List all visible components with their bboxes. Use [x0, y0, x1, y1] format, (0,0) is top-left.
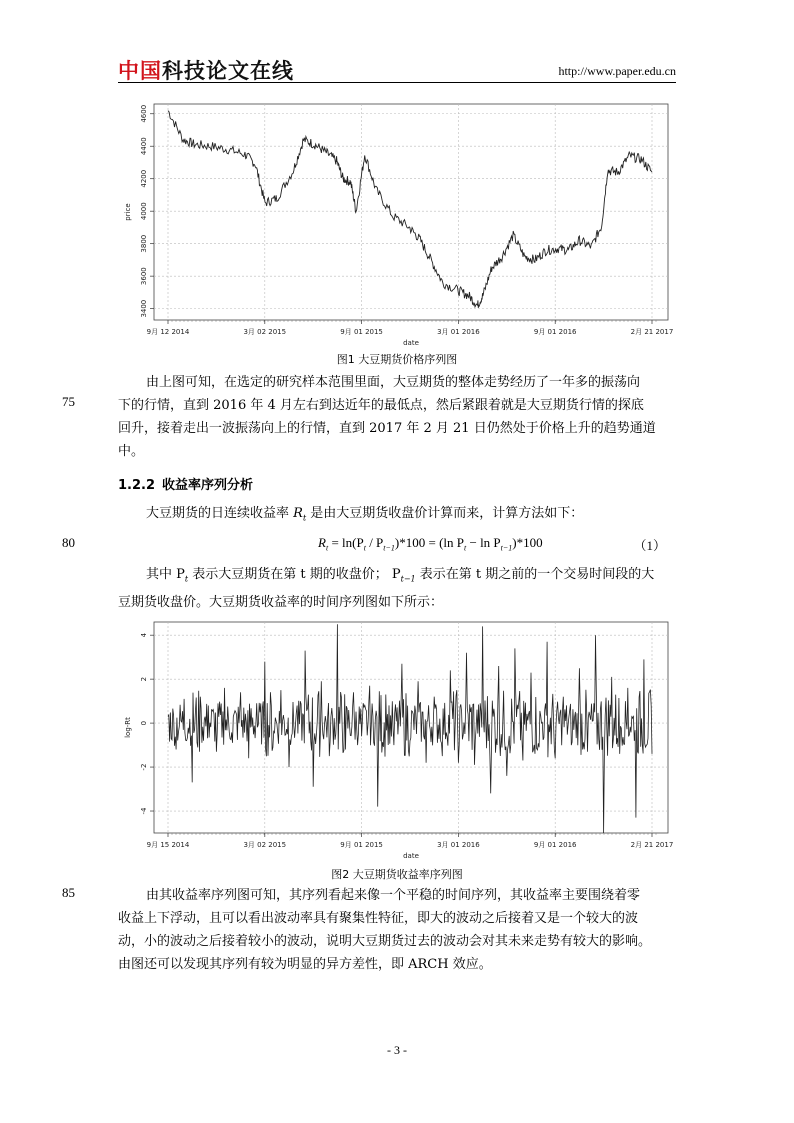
logo-red-part: 中国: [118, 59, 162, 83]
equation-number: （1）: [633, 538, 666, 553]
price-chart: [118, 100, 678, 350]
x-tick-label: 9月 01 2016: [533, 841, 577, 849]
y-tick-label: 4600: [140, 104, 148, 123]
y-tick-label: 3600: [140, 267, 148, 286]
y-tick-label: 2: [140, 676, 148, 682]
x-tick-label: 9月 12 2014: [146, 328, 190, 336]
logo-black-part: 科技论文在线: [162, 59, 294, 83]
page-number: - 3 -: [387, 1043, 407, 1057]
figure-1: [118, 100, 678, 354]
x-tick-label: 2月 21 2017: [630, 328, 674, 336]
x-tick-label: 3月 01 2016: [437, 841, 480, 849]
return-chart: [118, 618, 678, 863]
paragraph-4: 由其收益率序列图可知，其序列看起来像一个平稳的时间序列，其收益率主要围绕着零 收益上下浮动，且可以看出波动率具有聚集性特征，即大的波动之后接着又是一个较大的波 动，小的波动之后接着较小的波动，说明大豆期货过去的波动会对其未来走势有较大的影响。 由图还可以发现其序列有较为明显的异方差性，即 ARCH 效应。: [118, 888, 652, 972]
figure-2-caption: 图2 大豆期货收益率序列图: [331, 868, 463, 881]
x-axis-label: date: [403, 339, 419, 347]
line-number: 80: [62, 535, 75, 550]
y-tick-label: -2: [140, 763, 148, 771]
y-tick-label: 0: [140, 720, 148, 726]
paragraph-1: [118, 371, 676, 463]
y-tick-label: 4200: [140, 169, 148, 188]
y-axis-label: price: [124, 203, 132, 221]
x-tick-label: 3月 02 2015: [243, 328, 287, 336]
equation-1: $R_t = \ln(P_t / P_{t-1})*100 = (\ln$ $P_t - \ln P_{t-1})*100$: [318, 535, 543, 553]
paragraph-1-line: 由上图可知，在选定的研究样本范围里面，大豆期货的整体走势经历了一年多的振荡向: [146, 375, 641, 390]
journal-logo: [118, 58, 294, 84]
paragraph-1-line: 回升，接着走出一波振荡向上的行情，直到 2017 年 2 月 21 日仍然处于价格上升的趋势通道: [118, 421, 656, 436]
section-heading: [118, 474, 253, 493]
section-title: 收益率序列分析: [162, 478, 254, 493]
y-tick-label: 3800: [140, 234, 148, 253]
y-axis-label: log-Rt: [124, 717, 132, 738]
figure-1-caption: 图1 大豆期货价格序列图: [336, 353, 458, 366]
figure-2: [118, 618, 678, 867]
header-url[interactable]: http://www.paper.edu.cn: [558, 64, 676, 78]
paragraph-1-line: 中。: [118, 444, 145, 459]
paragraph-1-line: 下的行情，直到 2016 年 4 月左右到达近年的最低点，然后紧跟着就是大豆期货行情的探底: [118, 398, 644, 413]
x-tick-label: 3月 01 2016: [437, 328, 480, 336]
return-series-line: [168, 624, 652, 833]
header-rule: [118, 82, 676, 83]
x-tick-label: 9月 01 2016: [533, 328, 577, 336]
paragraph-2: 大豆期货的日连续收益率 $R_t$ 是由大豆期货收盘价计算而来，计算方法如下：: [146, 506, 584, 523]
price-series-line: [168, 111, 652, 308]
x-tick-label: 9月 01 2015: [340, 328, 383, 336]
x-axis-label: date: [403, 852, 419, 860]
y-tick-label: 4000: [140, 202, 148, 221]
x-tick-label: 3月 02 2015: [243, 841, 287, 849]
paragraph-3: 其中 $P_t$ 表示大豆期货在第 t 期的收盘价； $P_{t-1}$ 表示在第 t 期之前的一个交易时间段的大 豆期货收盘价。大豆期货收益率的时间序列图如下所示：: [118, 567, 655, 610]
x-tick-label: 2月 21 2017: [630, 841, 674, 849]
y-tick-label: 3400: [140, 299, 148, 318]
line-number: 75: [62, 394, 75, 409]
x-tick-label: 9月 01 2015: [340, 841, 383, 849]
y-tick-label: 4400: [140, 137, 148, 156]
x-tick-label: 9月 15 2014: [146, 841, 190, 849]
y-tick-label: -4: [140, 807, 148, 815]
y-tick-label: 4: [140, 632, 148, 638]
plot-frame: [154, 104, 668, 320]
section-number: 1.2.2: [118, 478, 156, 493]
line-number: 85: [62, 885, 75, 900]
